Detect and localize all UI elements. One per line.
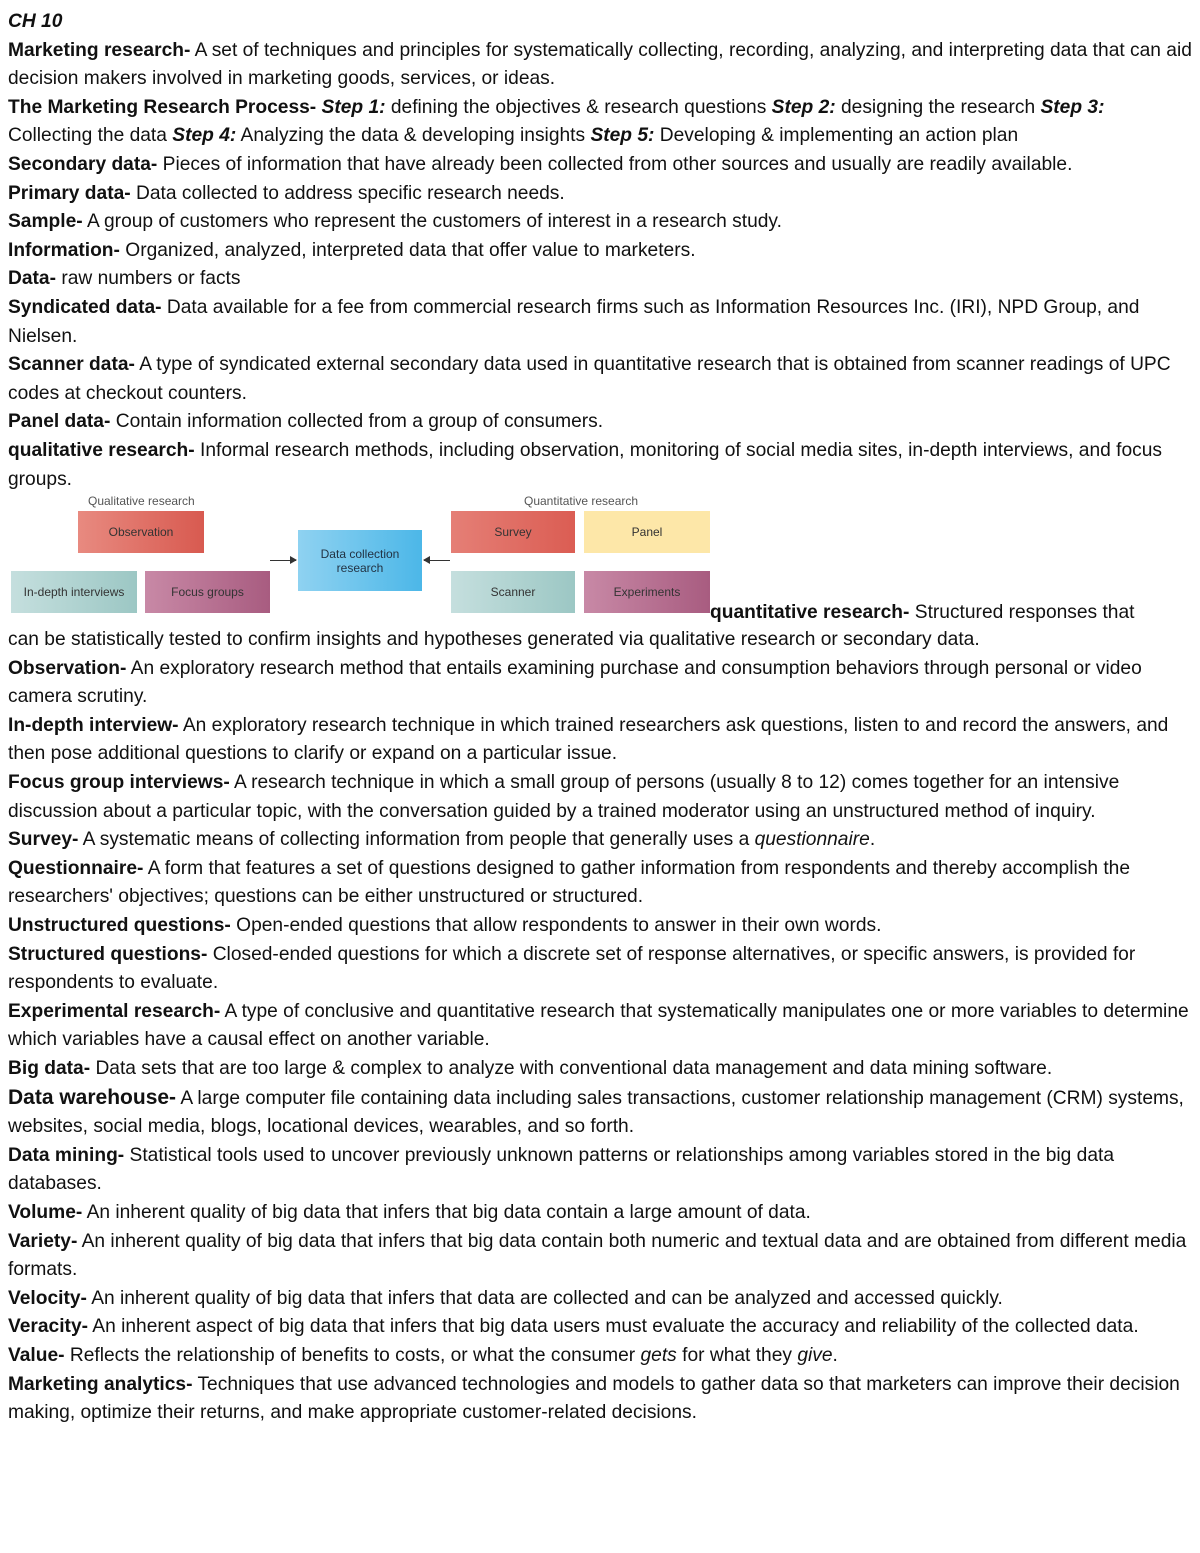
step-label: Step 5: [590,125,655,147]
entry-term: Panel data- [8,411,111,433]
entry-term: Focus group interviews- [8,772,230,794]
entry-def: Statistical tools used to uncover previously unknown patterns or relationships among variables stored in the big data databases. [8,1144,1114,1195]
focus-groups-box: Focus groups [145,571,270,613]
step-label: Step 3: [1040,96,1105,118]
definition-entry [8,180,1192,209]
step-text: defining the objectives & research questions [390,96,767,118]
entry-def: An exploratory research method that entails examining purchase and consumption behaviors through personal or video camera scrutiny. [8,657,1142,708]
entry-def-mid: for what they [682,1344,792,1366]
step-text: Developing & implementing an action plan [659,125,1019,147]
entry-term: Observation- [8,657,127,679]
entry-def-italic: gets [640,1344,677,1366]
entry-def: An inherent quality of big data that infers that data are collected and can be analyzed and accessed quickly. [91,1287,1003,1309]
entry-term: Information- [8,239,120,261]
qualitative-caption: Qualitative research [88,494,195,509]
entry-term: Sample- [8,211,83,233]
definition-entry [8,94,1192,151]
entry-def: Reflects the relationship of benefits to costs, or what the consumer [69,1344,636,1366]
quantitative-caption: Quantitative research [524,494,639,509]
definition-entry [8,912,1192,941]
definition-entry [8,712,1192,769]
step-text: Collecting the data [8,125,167,147]
definition-entry [8,1342,1192,1371]
entry-term: Big data- [8,1058,91,1079]
notes-content [8,8,1192,1428]
quantitative-entry-first-line [710,599,1134,628]
definition-entry [8,37,1192,94]
entry-def: A type of conclusive and quantitative research that systematically manipulates one or more variables to determine which variables have a causal effect on another variable. [8,1000,1189,1051]
chapter-heading: CH 10 [8,11,63,32]
definition-entry [8,769,1192,826]
entry-def-end: . [869,829,876,851]
entry-def: Closed-ended questions for which a discrete set of response alternatives, or specific answers, is provided for respondents to evaluate. [8,943,1136,994]
step-label: Step 2: [771,96,836,118]
quantitative-entry-rest: can be statistically tested to confirm insights and hypotheses generated via qualitative research or secondary data. [8,629,980,651]
step-label: Step 1: [321,96,386,118]
definition-entry [8,1199,1192,1228]
entry-term: Value- [8,1344,65,1366]
entry-def: raw numbers or facts [61,268,241,290]
entry-term: Veracity- [8,1316,89,1338]
entry-def: An inherent aspect of big data that infers that big data users must evaluate the accuracy and reliability of the collected data. [92,1316,1139,1338]
entry-def: An inherent quality of big data that infers that big data contain both numeric and textual data and are obtained from different media formats. [8,1230,1187,1281]
entry-def: An exploratory research technique in which trained researchers ask questions, listen to and record the answers, and then pose additional questions to clarify or expand on a particular issue. [8,714,1169,765]
entry-def: Techniques that use advanced technologies and models to gather data so that marketers can improve their decision making, optimize their returns, and make appropriate customer-related decisions. [8,1373,1180,1424]
entry-term: Survey- [8,829,79,851]
entry-term: Data warehouse- [8,1085,177,1109]
entry-def: A type of syndicated external secondary data used in quantitative research that is obtained from scanner readings of UPC codes at checkout counters. [8,354,1171,404]
entry-term: Volume- [8,1201,83,1223]
entry-def-end: . [832,1344,838,1366]
entry-def: Organized, analyzed, interpreted data that offer value to marketers. [125,239,696,261]
entry-term: Data- [8,268,56,290]
entry-def: Data available for a fee from commercial research firms such as Information Resources Inc. (IRI), NPD Group, and Nielsen. [8,296,1140,347]
definition-entry [8,151,1192,180]
entry-def: Contain information collected from a group of consumers. [115,411,604,433]
panel-box: Panel [584,511,710,553]
entry-term: Questionnaire- [8,857,144,879]
figure-row [8,494,1192,626]
definition-entry [8,941,1192,998]
definition-entry [8,1142,1192,1199]
entries-before-figure [8,37,1192,495]
arrow-right-icon [270,560,296,561]
entry-term: Secondary data- [8,153,158,175]
definition-entry [8,1228,1192,1285]
entry-def: Structured responses that [914,601,1135,623]
entry-term: The Marketing Research Process- [8,96,317,118]
entries-after-figure [8,655,1192,1428]
definition-entry [8,351,1192,408]
definition-entry [8,1084,1192,1142]
entry-term: Data mining- [8,1144,125,1166]
entry-def: A large computer file containing data including sales transactions, customer relationship management (CRM) systems, websites, social media, blogs, locational devices, wearables, and so forth. [8,1087,1184,1138]
definition-entry [8,437,1192,494]
entry-def: A research technique in which a small group of persons (usually 8 to 12) comes together for an intensive discussion about a particular topic, with the conversation guided by a trained moderator using an unstructured method of inquiry. [8,772,1120,822]
entry-term: Velocity- [8,1287,87,1309]
data-collection-research-box: Data collection research [298,530,422,591]
entry-def: Pieces of information that have already been collected from other sources and usually are readily available. [162,153,1073,175]
entry-def: Data collected to address specific research needs. [135,182,565,204]
entry-def: Open-ended questions that allow respondents to answer in their own words. [236,915,882,937]
step-text: Analyzing the data & developing insights [240,125,586,147]
entry-term: Structured questions- [8,943,208,965]
entry-term: quantitative research- [710,601,910,623]
definition-entry [8,1285,1192,1314]
entry-def: A systematic means of collecting information from people that generally uses a [82,829,750,851]
entry-term: Experimental research- [8,1000,221,1022]
definition-entry [8,1371,1192,1428]
definition-entry [8,1055,1192,1084]
observation-box: Observation [78,511,204,553]
entry-term: Marketing analytics- [8,1373,193,1395]
entry-def: A group of customers who represent the customers of interest in a research study. [86,211,782,233]
definition-entry [8,408,1192,437]
entry-term: In-depth interview- [8,714,179,736]
definition-entry [8,855,1192,912]
entry-def: A form that features a set of questions designed to gather information from respondents and thereby accomplish the researchers' objectives; questions can be either unstructured or structured. [8,857,1131,908]
entry-term: Marketing research- [8,39,191,61]
experiments-box: Experiments [584,571,710,613]
entry-term: Variety- [8,1230,78,1252]
entry-def: Informal research methods, including observation, monitoring of social media sites, in-depth interviews, and focus groups. [8,439,1162,490]
entry-term: Scanner data- [8,354,135,376]
survey-box: Survey [451,511,575,553]
definition-entry [8,826,1192,855]
definition-entry [8,237,1192,266]
entry-term: Syndicated data- [8,296,162,318]
entry-term: Primary data- [8,182,131,204]
scanner-box: Scanner [451,571,575,613]
step-label: Step 4: [172,125,237,147]
definition-entry [8,294,1192,351]
definition-entry [8,1313,1192,1342]
data-collection-figure [8,494,710,620]
entry-def-italic: questionnaire [754,829,870,851]
definition-entry [8,998,1192,1055]
arrow-left-icon [424,560,450,561]
entry-def: An inherent quality of big data that infers that big data contain a large amount of data. [86,1201,811,1223]
entry-def-italic: give [797,1344,833,1366]
entry-term: qualitative research- [8,439,195,461]
definition-entry [8,655,1192,712]
entry-def: A set of techniques and principles for systematically collecting, recording, analyzing, and interpreting data that can aid decision makers involved in marketing goods, services, or ideas. [8,39,1192,90]
entry-def: Data sets that are too large & complex to analyze with conventional data management and data mining software. [95,1058,1053,1079]
entry-term: Unstructured questions- [8,915,231,937]
definition-entry [8,265,1192,294]
definition-entry [8,208,1192,237]
step-text: designing the research [841,96,1036,118]
indepth-interviews-box: In-depth interviews [11,571,137,613]
